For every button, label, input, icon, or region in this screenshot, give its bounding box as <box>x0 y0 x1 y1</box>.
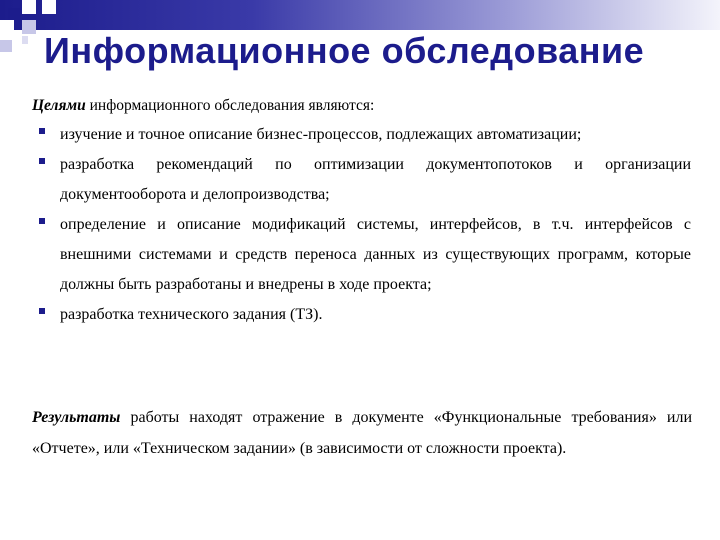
square-bullet-icon <box>39 308 45 314</box>
goals-intro <box>32 96 692 116</box>
decor-square <box>0 40 12 52</box>
goal-item: изучение и точное описание бизнес-процессов, подлежащих автоматизации; <box>36 120 691 150</box>
square-bullet-icon <box>39 128 45 134</box>
goal-item: разработка технического задания (ТЗ). <box>36 300 691 330</box>
goals-intro-text: информационного обследования являются: <box>85 97 375 114</box>
decor-square <box>8 8 20 20</box>
results-lead: Результаты <box>32 409 121 426</box>
decor-square <box>42 0 56 14</box>
decor-square <box>22 20 36 34</box>
square-bullet-icon <box>39 218 45 224</box>
goals-lead: Целями <box>32 97 86 114</box>
goal-item: определение и описание модификаций системы, интерфейсов, в т.ч. интерфейсов с внешними системами и средств переноса данных из существующих программ, которые должны быть разработаны и внедрены в ходе проекта; <box>36 210 691 300</box>
goals-list <box>36 120 691 330</box>
results-text: работы находят отражение в документе «Функциональные требования» или «Отчете», или «Техническом задании» (в зависимости от сложности проекта). <box>32 409 692 457</box>
decor-square <box>22 36 28 44</box>
square-bullet-icon <box>39 158 45 164</box>
results-paragraph <box>32 402 692 464</box>
decor-square <box>22 0 36 14</box>
header-gradient-bar <box>0 0 720 30</box>
goal-item: разработка рекомендаций по оптимизации документопотоков и организации документооборота и делопроизводства; <box>36 150 691 210</box>
decor-square <box>0 20 14 34</box>
slide-title: Информационное обследование <box>44 30 645 71</box>
